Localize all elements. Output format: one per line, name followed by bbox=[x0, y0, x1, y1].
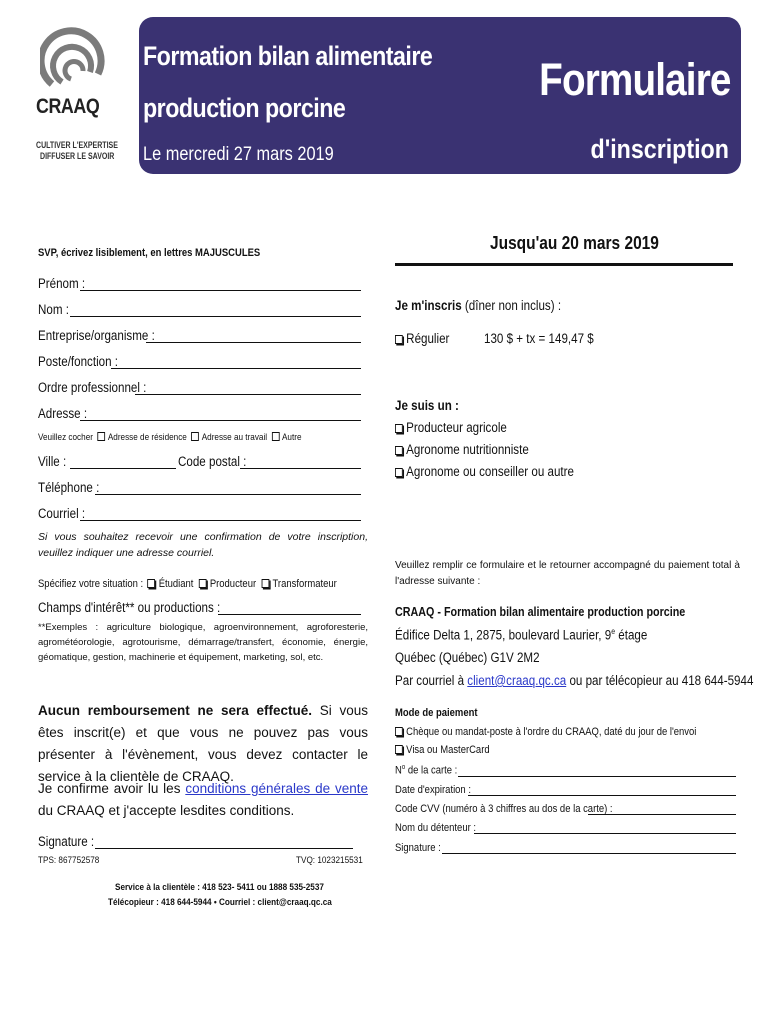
confirm-paragraph bbox=[38, 778, 368, 822]
address-email-after: ou par télécopieur au 418 644-5944 bbox=[569, 673, 754, 688]
regulier-checkbox[interactable] bbox=[395, 335, 403, 344]
ville-field[interactable] bbox=[70, 468, 176, 469]
champs-field[interactable] bbox=[218, 614, 361, 615]
adresse-label: Adresse : bbox=[38, 406, 88, 421]
adresse-travail-checkbox[interactable] bbox=[191, 432, 199, 441]
agronome-conseiller-label: Agronome ou conseiller ou autre bbox=[406, 464, 574, 479]
courriel-field[interactable] bbox=[80, 520, 361, 521]
inscription-label-bold: Je m'inscris bbox=[395, 298, 462, 313]
confirm-after: du CRAAQ et j'accepte lesdites conditions. bbox=[38, 803, 295, 818]
telephone-label: Téléphone : bbox=[38, 480, 100, 495]
regulier-row bbox=[395, 332, 449, 347]
confirm-before: Je confirme avoir lu les bbox=[38, 781, 181, 796]
service-line-1: Service à la clientèle : 418 523- 5411 ou 1888 535-2537 bbox=[115, 882, 324, 893]
cheque-checkbox[interactable] bbox=[395, 727, 403, 736]
situation-producteur-checkbox[interactable] bbox=[199, 579, 207, 588]
payment-title: Mode de paiement bbox=[395, 707, 478, 719]
situation-etudiant-label: Étudiant bbox=[158, 578, 194, 590]
ordre-label: Ordre professionnel : bbox=[38, 380, 147, 395]
banner-form-word: Formulaire bbox=[539, 54, 731, 105]
situation-transformateur-label: Transformateur bbox=[272, 578, 337, 590]
banner-title-line-1: Formation bilan alimentaire bbox=[143, 41, 433, 71]
instructions: SVP, écrivez lisiblement, en lettres MAJUSCULES bbox=[38, 247, 261, 259]
expiry-field[interactable] bbox=[468, 795, 736, 796]
je-suis-option-2 bbox=[395, 443, 529, 458]
holder-label: Nom du détenteur : bbox=[395, 822, 476, 834]
banner-inscription-word: d'inscription bbox=[590, 134, 729, 164]
ordre-field[interactable] bbox=[135, 394, 361, 395]
payment-signature-label: Signature : bbox=[395, 842, 441, 854]
adresse-autre-label: Autre bbox=[281, 432, 302, 443]
cvv-label: Code CVV (numéro à 3 chiffres au dos de la carte) : bbox=[395, 803, 613, 815]
situation-label: Spécifiez votre situation : bbox=[38, 578, 144, 590]
return-note: Veuillez remplir ce formulaire et le retourner accompagné du paiement total à l'adresse suivante : bbox=[395, 560, 740, 587]
situation-etudiant-checkbox[interactable] bbox=[148, 579, 156, 588]
banner-date: Le mercredi 27 mars 2019 bbox=[143, 144, 334, 165]
telephone-field[interactable] bbox=[95, 494, 361, 495]
regulier-label: Régulier bbox=[406, 331, 450, 346]
prenom-label: Prénom : bbox=[38, 276, 86, 291]
visa-checkbox[interactable] bbox=[395, 745, 403, 754]
logo-tagline-2: DIFFUSER LE SAVOIR bbox=[40, 151, 115, 161]
regulier-price: 130 $ + tx = 149,47 $ bbox=[484, 331, 594, 346]
champs-label: Champs d'intérêt** ou productions : bbox=[38, 600, 221, 615]
adresse-field[interactable] bbox=[80, 420, 361, 421]
payment-option-2 bbox=[395, 744, 490, 756]
holder-field[interactable] bbox=[474, 833, 736, 834]
situation-producteur-label: Producteur bbox=[209, 578, 257, 590]
cvv-field[interactable] bbox=[588, 814, 736, 815]
signature-field[interactable] bbox=[95, 848, 353, 849]
nom-label: Nom : bbox=[38, 302, 69, 317]
address-line-4 bbox=[395, 674, 753, 689]
refund-text: Si vous êtes inscrit(e) et que vous ne pouvez pas vous présenter à l'évènement, vous devez contacter le service à la clientèle de CRAAQ. bbox=[38, 703, 368, 784]
courriel-note: Si vous souhaitez recevoir une confirmation de votre inscription, veuillez indiquer une adresse courriel. bbox=[38, 531, 368, 559]
situation-row bbox=[38, 578, 337, 590]
champs-examples: **Exemples : agriculture biologique, agroenvironnement, agroforesterie, agrométéorologie, agrotourisme, démarrage/transfert, économie, énergie, géomatique, gestion, machinerie et équipement, marketing, sol, etc. bbox=[38, 622, 368, 663]
nom-field[interactable] bbox=[70, 316, 361, 317]
agronome-nutritionniste-checkbox[interactable] bbox=[395, 446, 403, 455]
adresse-travail-label: Adresse au travail bbox=[201, 432, 268, 443]
code-postal-label: Code postal : bbox=[178, 454, 247, 469]
inscription-label bbox=[395, 299, 561, 314]
address-line-1: CRAAQ - Formation bilan alimentaire production porcine bbox=[395, 605, 686, 619]
je-suis-option-1 bbox=[395, 421, 507, 436]
visa-label: Visa ou MasterCard bbox=[406, 744, 490, 756]
address-email-link[interactable]: client@craaq.qc.ca bbox=[467, 673, 567, 688]
situation-transformateur-checkbox[interactable] bbox=[261, 579, 269, 588]
payment-signature-field[interactable] bbox=[442, 853, 736, 854]
tvq-number: TVQ: 1023215531 bbox=[296, 855, 363, 866]
banner-title-line-2: production porcine bbox=[143, 93, 346, 123]
address-line-2: Édifice Delta 1, 2875, boulevard Laurier, 9e étage bbox=[395, 627, 648, 643]
expiry-label: Date d'expiration : bbox=[395, 784, 471, 796]
logo-tagline-1: CULTIVER L'EXPERTISE bbox=[36, 140, 118, 150]
producteur-agricole-label: Producteur agricole bbox=[406, 420, 507, 435]
deadline-rule bbox=[395, 263, 733, 266]
poste-label: Poste/fonction : bbox=[38, 354, 119, 369]
adresse-type-row bbox=[38, 432, 302, 443]
refund-paragraph bbox=[38, 700, 368, 788]
logo-name: CRAAQ bbox=[36, 95, 100, 118]
producteur-agricole-checkbox[interactable] bbox=[395, 424, 403, 433]
logo-arcs-icon bbox=[40, 24, 110, 96]
craaq-logo bbox=[36, 24, 116, 164]
card-number-label: $N^o$ de la carte : bbox=[395, 764, 458, 777]
agronome-nutritionniste-label: Agronome nutritionniste bbox=[406, 442, 529, 457]
je-suis-option-3 bbox=[395, 465, 574, 480]
agronome-conseiller-checkbox[interactable] bbox=[395, 468, 403, 477]
tps-number: TPS: 867752578 bbox=[38, 855, 100, 866]
card-number-field[interactable] bbox=[458, 776, 736, 777]
refund-bold: Aucun remboursement ne sera effectué. bbox=[38, 703, 312, 718]
adresse-autre-checkbox[interactable] bbox=[272, 432, 280, 441]
prenom-field[interactable] bbox=[80, 290, 361, 291]
adresse-residence-label: Adresse de résidence bbox=[107, 432, 187, 443]
conditions-link[interactable]: conditions générales de vente bbox=[185, 781, 368, 796]
poste-field[interactable] bbox=[111, 368, 361, 369]
adresse-hint: Veuillez cocher bbox=[38, 432, 93, 443]
je-suis-label: Je suis un : bbox=[395, 398, 459, 413]
deadline: Jusqu'au 20 mars 2019 bbox=[490, 233, 659, 253]
signature-label: Signature : bbox=[38, 834, 95, 849]
payment-option-1 bbox=[395, 726, 696, 738]
ville-label: Ville : bbox=[38, 454, 67, 469]
entreprise-field[interactable] bbox=[146, 342, 361, 343]
header-banner bbox=[139, 17, 741, 174]
address-line-3: Québec (Québec) G1V 2M2 bbox=[395, 650, 540, 665]
cheque-label: Chèque ou mandat-poste à l'ordre du CRAAQ, daté du jour de l'envoi bbox=[406, 726, 697, 738]
adresse-residence-checkbox[interactable] bbox=[98, 432, 106, 441]
address-email-before: Par courriel à bbox=[395, 673, 465, 688]
courriel-label: Courriel : bbox=[38, 506, 86, 521]
code-postal-field[interactable] bbox=[240, 468, 361, 469]
service-line-2: Télécopieur : 418 644-5944 • Courriel : client@craaq.qc.ca bbox=[108, 897, 332, 908]
entreprise-label: Entreprise/organisme : bbox=[38, 328, 155, 343]
inscription-label-rest: (dîner non inclus) : bbox=[464, 298, 562, 313]
